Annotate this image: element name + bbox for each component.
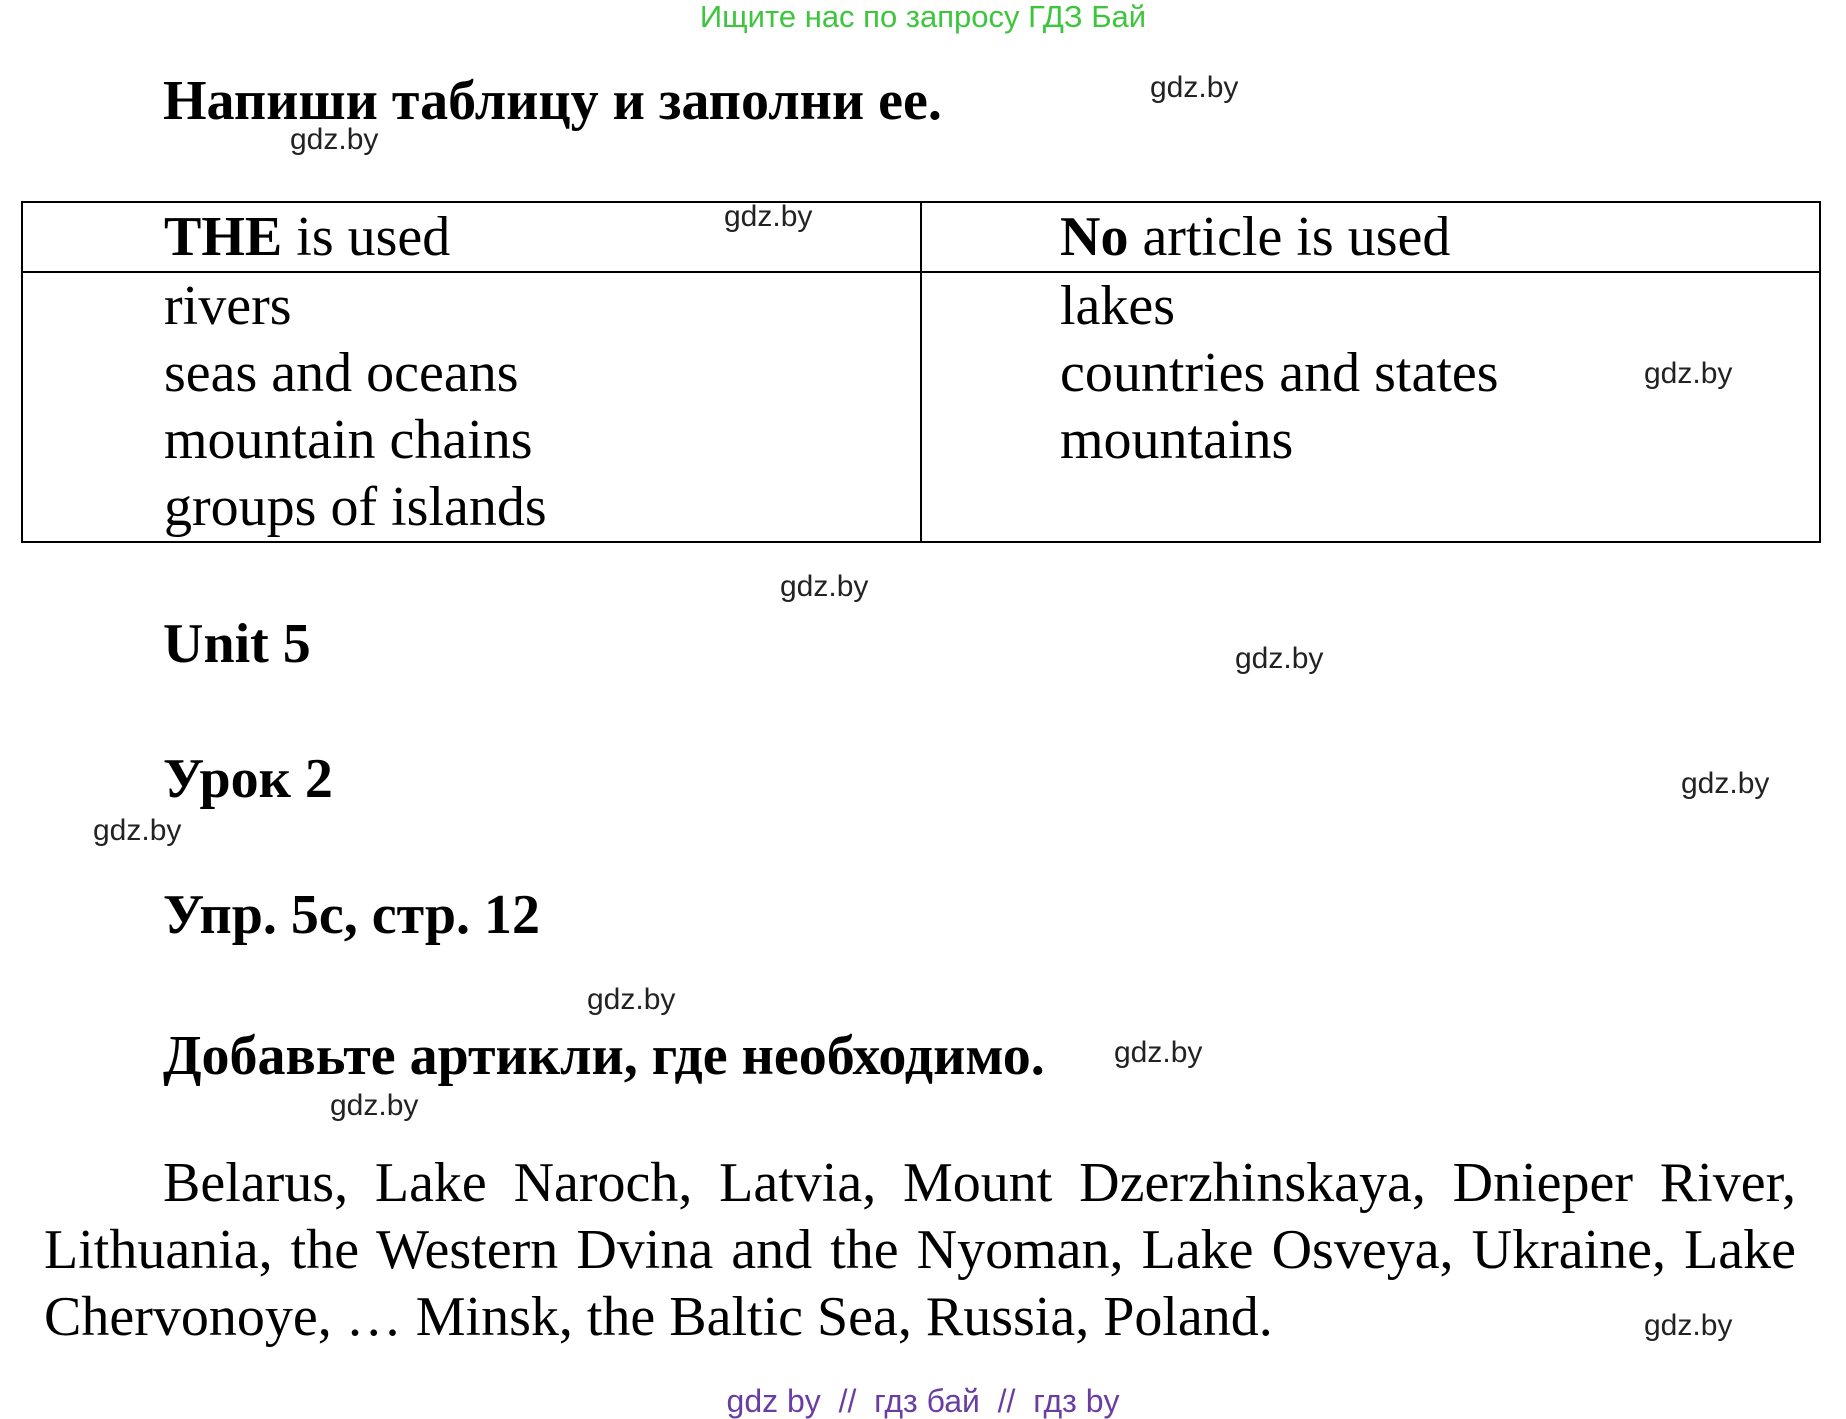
task-instruction: Добавьте артикли, где необходимо. [163, 1025, 1045, 1087]
watermark: gdz.by [330, 1089, 419, 1122]
unit-heading: Unit 5 [163, 613, 311, 675]
header-the-bold: THE [164, 206, 283, 268]
list-item: mountains [1060, 409, 1294, 471]
watermark: gdz.by [1235, 642, 1324, 675]
watermark: gdz.by [1644, 1309, 1733, 1342]
no-article-list [1060, 273, 1499, 474]
watermark: gdz.by [780, 570, 869, 603]
list-item: seas and oceans [164, 342, 519, 404]
watermark: gdz.by [93, 814, 182, 847]
watermark: gdz.by [1114, 1036, 1203, 1069]
header-no-rest: article is used [1128, 206, 1451, 268]
list-item: groups of islands [164, 476, 547, 538]
exercise-heading: Упр. 5с, стр. 12 [163, 884, 540, 946]
watermark: gdz.by [587, 983, 676, 1016]
table-header-the [164, 203, 450, 271]
task-title: Напиши таблицу и заполни ее. [163, 70, 942, 132]
lesson-heading: Урок 2 [163, 748, 333, 810]
list-item: countries and states [1060, 342, 1499, 404]
top-banner[interactable]: Ищите нас по запросу ГДЗ Бай [699, 0, 1147, 34]
watermark: gdz.by [290, 123, 379, 156]
table-column-divider [920, 203, 922, 541]
watermark: gdz.by [1644, 357, 1733, 390]
watermark: gdz.by [724, 200, 813, 233]
list-item: lakes [1060, 275, 1176, 337]
article-usage-table [21, 201, 1821, 543]
bottom-banner[interactable]: gdz by // гдз бай // гдз by [726, 1383, 1120, 1419]
watermark: gdz.by [1681, 767, 1770, 800]
header-the-rest: is used [282, 206, 451, 268]
table-header-no-article [1060, 203, 1450, 271]
exercise-text: Belarus, Lake Naroch, Latvia, Mount Dzerzhinskaya, Dnieper River, Lithuania, the Western Dvina and the Nyoman, Lake Osveya, Ukraine, Lake Chervonoye, … Minsk, the Baltic Sea, Russia, Poland. [44, 1152, 1796, 1348]
list-item: rivers [164, 275, 292, 337]
header-no-bold: No [1060, 206, 1129, 268]
watermark: gdz.by [1150, 71, 1239, 104]
the-used-list [164, 273, 547, 541]
list-item: mountain chains [164, 409, 533, 471]
